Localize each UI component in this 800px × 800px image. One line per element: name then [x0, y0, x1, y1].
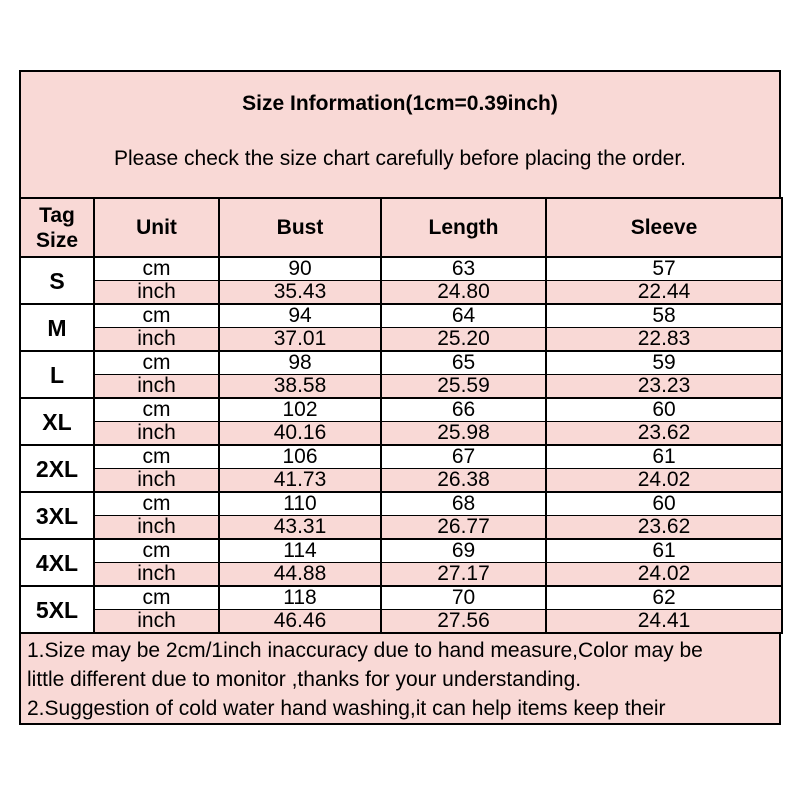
size-label-s: S: [20, 257, 94, 304]
sleeve-value: 57: [546, 257, 782, 281]
sleeve-value: 24.02: [546, 469, 782, 493]
length-value: 26.77: [381, 516, 546, 540]
bust-value: 106: [219, 445, 381, 469]
sleeve-value: 24.41: [546, 610, 782, 634]
length-value: 25.98: [381, 422, 546, 446]
size-label-2xl: 2XL: [20, 445, 94, 492]
chart-subtitle: Please check the size chart carefully before placing the order.: [114, 147, 686, 170]
table-row-4xl-inch: [20, 563, 782, 587]
notes-box: [19, 634, 781, 725]
bust-value: 94: [219, 304, 381, 328]
sleeve-value: 60: [546, 398, 782, 422]
length-value: 67: [381, 445, 546, 469]
length-value: 63: [381, 257, 546, 281]
sleeve-value: 60: [546, 492, 782, 516]
col-header-length: Length: [381, 198, 546, 257]
bust-value: 44.88: [219, 563, 381, 587]
length-value: 64: [381, 304, 546, 328]
length-value: 26.38: [381, 469, 546, 493]
bust-value: 46.46: [219, 610, 381, 634]
table-row-s-inch: [20, 281, 782, 305]
table-row-l-inch: [20, 375, 782, 399]
table-row-xl-inch: [20, 422, 782, 446]
table-row-l-cm: [20, 351, 782, 375]
bust-value: 110: [219, 492, 381, 516]
length-value: 65: [381, 351, 546, 375]
unit-cell: inch: [94, 563, 219, 587]
note-line-2: little different due to monitor ,thanks for your understanding.: [27, 668, 582, 691]
title-box: [19, 70, 781, 197]
bust-value: 118: [219, 586, 381, 610]
note-line-1: 1.Size may be 2cm/1inch inaccuracy due to hand measure,Color may be: [27, 639, 703, 662]
unit-cell: cm: [94, 351, 219, 375]
chart-title: Size Information(1cm=0.39inch): [242, 92, 558, 115]
unit-cell: inch: [94, 375, 219, 399]
bust-value: 114: [219, 539, 381, 563]
size-label-4xl: 4XL: [20, 539, 94, 586]
col-header-tag-size: Tag Size: [20, 198, 94, 257]
unit-cell: cm: [94, 445, 219, 469]
bust-value: 98: [219, 351, 381, 375]
sleeve-value: 22.83: [546, 328, 782, 352]
unit-cell: cm: [94, 539, 219, 563]
unit-cell: cm: [94, 257, 219, 281]
sleeve-value: 23.23: [546, 375, 782, 399]
unit-cell: cm: [94, 586, 219, 610]
table-row-3xl-inch: [20, 516, 782, 540]
table-row-xl-cm: [20, 398, 782, 422]
sleeve-value: 62: [546, 586, 782, 610]
sleeve-value: 59: [546, 351, 782, 375]
bust-value: 90: [219, 257, 381, 281]
length-value: 66: [381, 398, 546, 422]
length-value: 27.56: [381, 610, 546, 634]
size-label-l: L: [20, 351, 94, 398]
note-line-3: 2.Suggestion of cold water hand washing,it can help items keep their: [27, 697, 666, 720]
length-value: 25.59: [381, 375, 546, 399]
length-value: 70: [381, 586, 546, 610]
unit-cell: cm: [94, 398, 219, 422]
sleeve-value: 22.44: [546, 281, 782, 305]
unit-cell: cm: [94, 492, 219, 516]
length-value: 69: [381, 539, 546, 563]
size-label-m: M: [20, 304, 94, 351]
unit-cell: inch: [94, 422, 219, 446]
table-row-s-cm: [20, 257, 782, 281]
bust-value: 102: [219, 398, 381, 422]
bust-value: 37.01: [219, 328, 381, 352]
sleeve-value: 61: [546, 539, 782, 563]
length-value: 27.17: [381, 563, 546, 587]
unit-cell: inch: [94, 469, 219, 493]
table-row-2xl-cm: [20, 445, 782, 469]
unit-cell: cm: [94, 304, 219, 328]
size-label-3xl: 3XL: [20, 492, 94, 539]
size-chart-panel: [19, 70, 781, 725]
size-label-xl: XL: [20, 398, 94, 445]
table-row-2xl-inch: [20, 469, 782, 493]
col-header-bust: Bust: [219, 198, 381, 257]
bust-value: 43.31: [219, 516, 381, 540]
length-value: 68: [381, 492, 546, 516]
unit-cell: inch: [94, 281, 219, 305]
table-row-m-cm: [20, 304, 782, 328]
sleeve-value: 23.62: [546, 516, 782, 540]
table-row-m-inch: [20, 328, 782, 352]
sleeve-value: 61: [546, 445, 782, 469]
size-label-5xl: 5XL: [20, 586, 94, 633]
table-row-5xl-inch: [20, 610, 782, 634]
unit-cell: inch: [94, 328, 219, 352]
bust-value: 38.58: [219, 375, 381, 399]
sleeve-value: 24.02: [546, 563, 782, 587]
table-header-row: [20, 198, 782, 257]
col-header-unit: Unit: [94, 198, 219, 257]
table-row-5xl-cm: [20, 586, 782, 610]
length-value: 24.80: [381, 281, 546, 305]
size-table: [19, 197, 783, 634]
table-row-4xl-cm: [20, 539, 782, 563]
unit-cell: inch: [94, 516, 219, 540]
bust-value: 35.43: [219, 281, 381, 305]
table-row-3xl-cm: [20, 492, 782, 516]
unit-cell: inch: [94, 610, 219, 634]
sleeve-value: 23.62: [546, 422, 782, 446]
bust-value: 41.73: [219, 469, 381, 493]
sleeve-value: 58: [546, 304, 782, 328]
col-header-sleeve: Sleeve: [546, 198, 782, 257]
length-value: 25.20: [381, 328, 546, 352]
bust-value: 40.16: [219, 422, 381, 446]
